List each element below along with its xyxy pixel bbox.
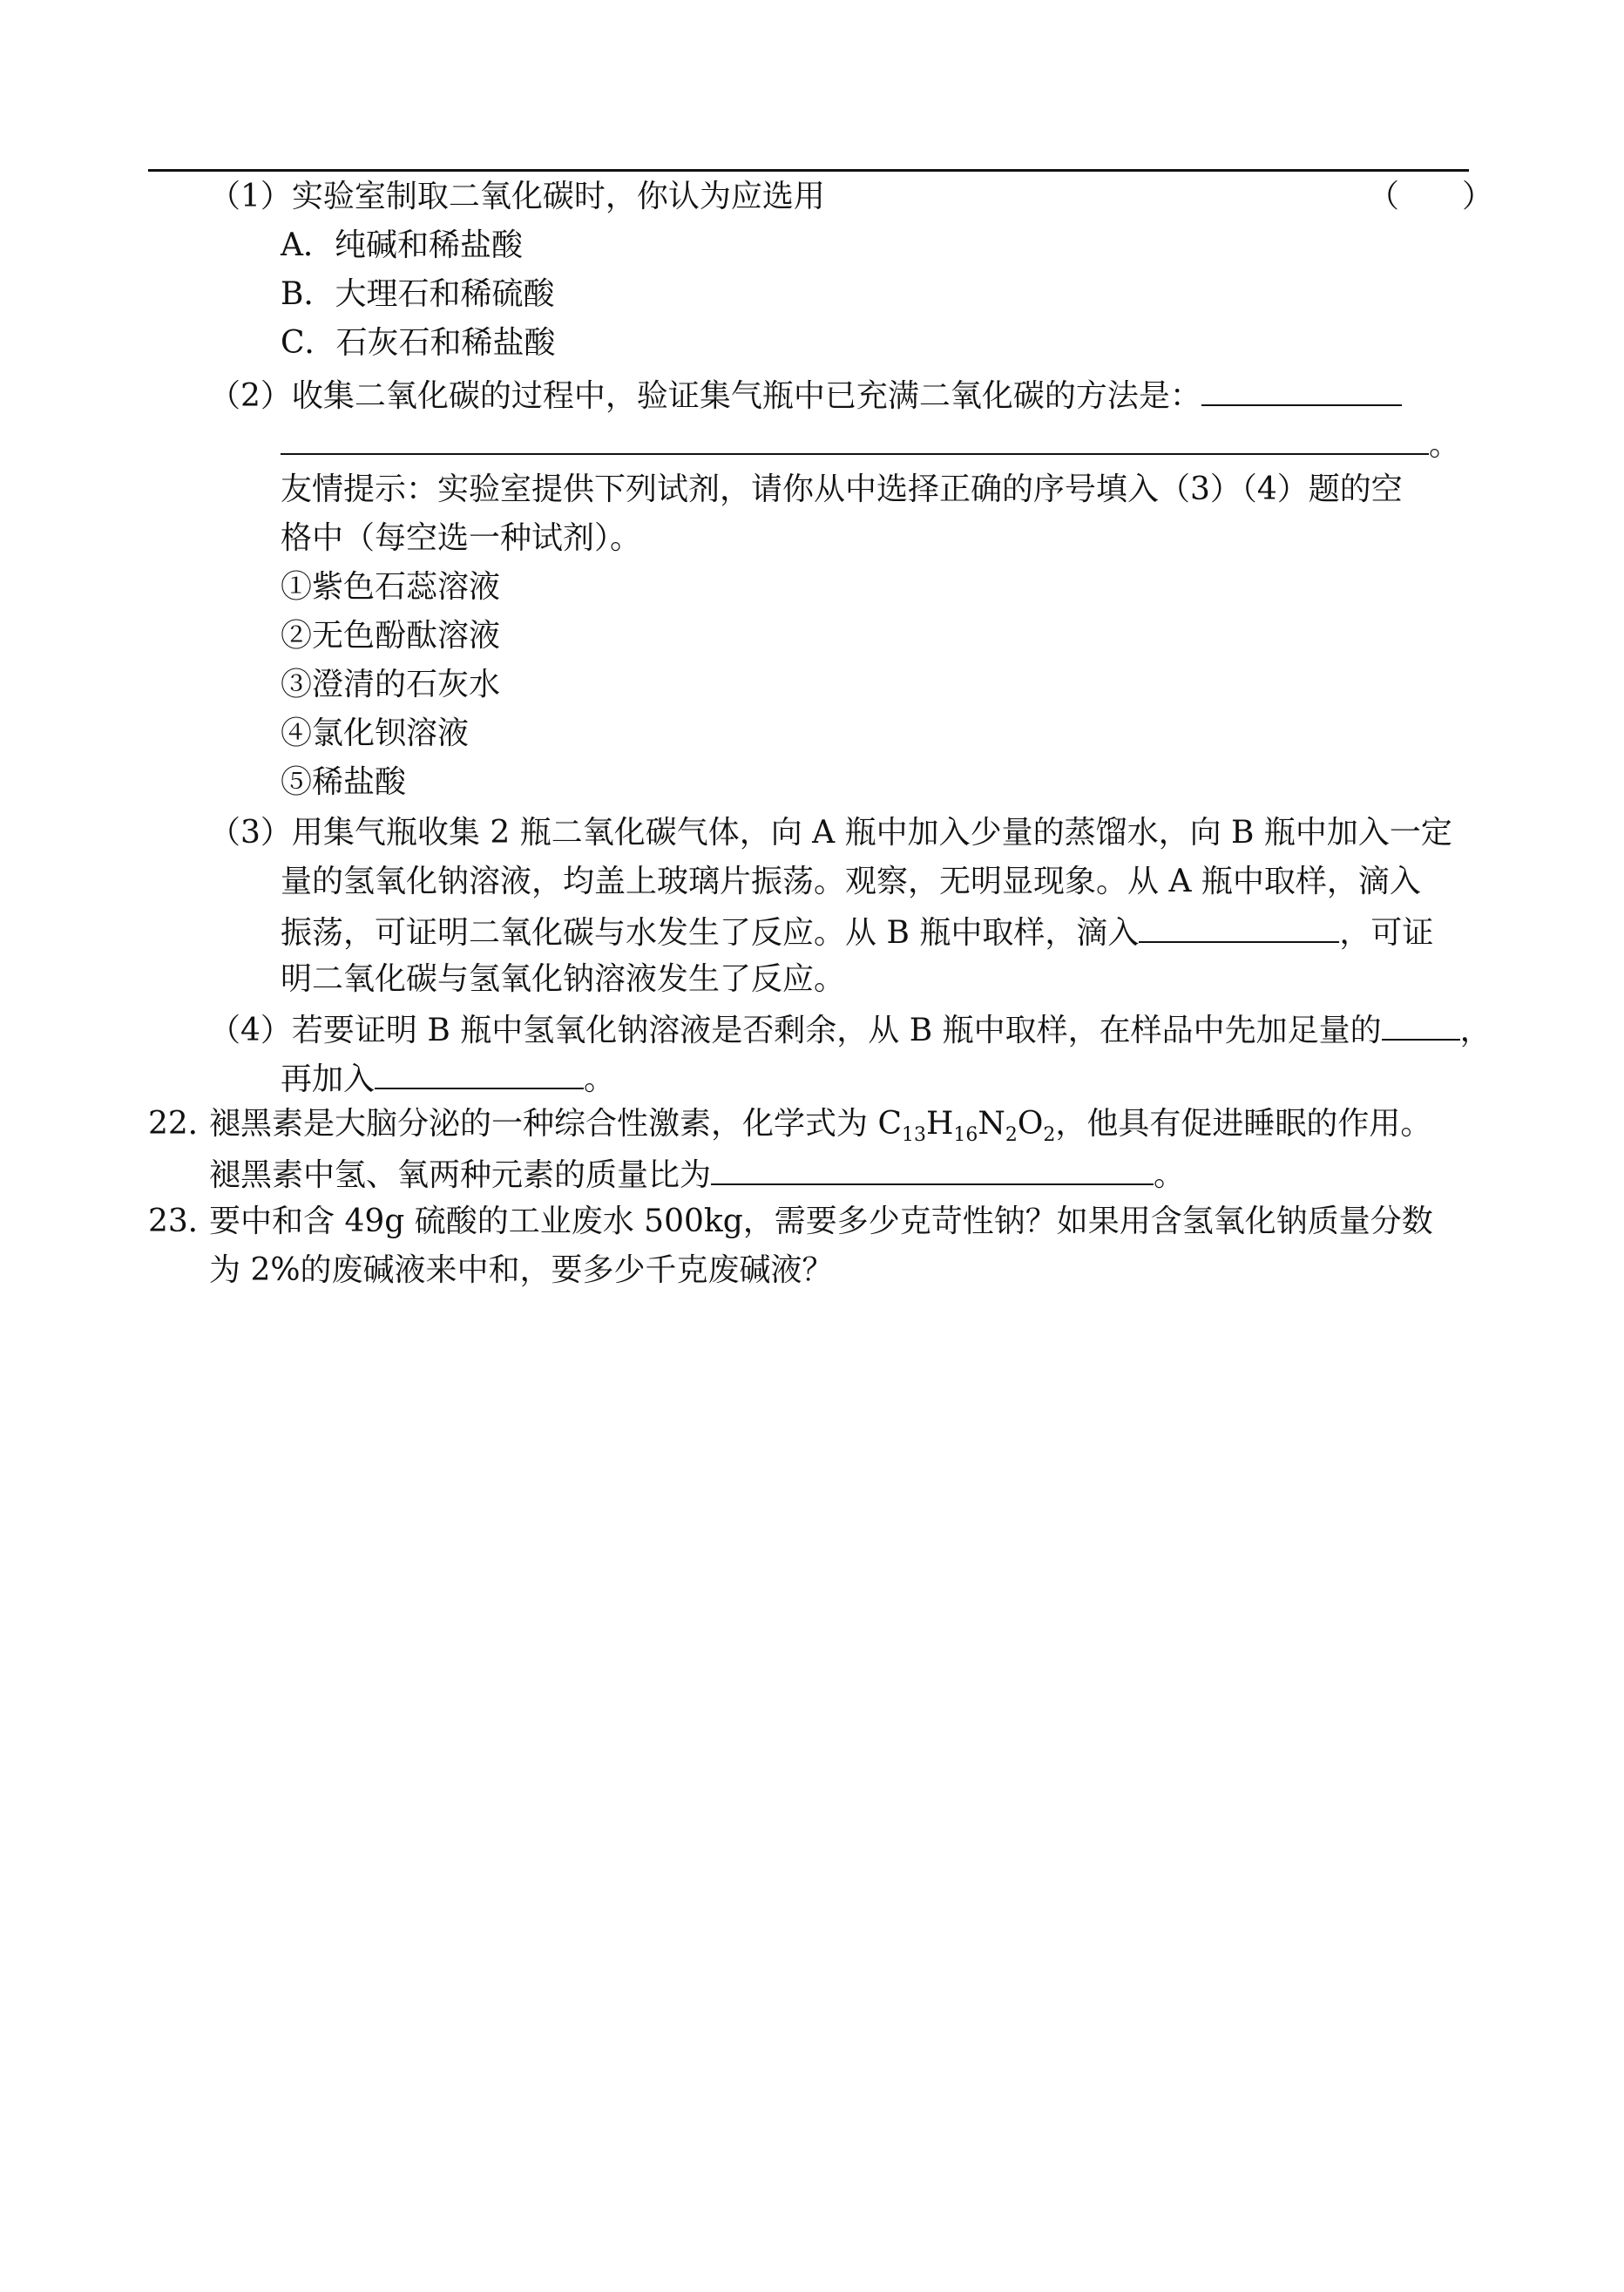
question-4-line2 (281, 1058, 615, 1099)
answer-blank-q22[interactable] (711, 1154, 1154, 1185)
question-22-line2 (209, 1154, 1185, 1195)
answer-blank-q4a[interactable] (1382, 1009, 1460, 1041)
question-2-label: （2） (209, 378, 292, 414)
question-22-text-2b: 。 (1154, 1157, 1186, 1193)
question-2 (209, 375, 1402, 416)
option-c-text: 石灰石和稀盐酸 (335, 325, 556, 361)
option-b[interactable] (281, 275, 554, 314)
question-3-line3 (281, 912, 1433, 953)
option-a[interactable] (281, 227, 523, 265)
answer-blank-q2b[interactable] (281, 424, 1429, 455)
hint-line-1: 友情提示：实验室提供下列试剂，请你从中选择正确的序号填入（3）（4）题的空 (281, 471, 1403, 507)
answer-blank-q4b[interactable] (375, 1058, 584, 1089)
answer-blank-q3[interactable] (1139, 912, 1339, 943)
formula-sub-2a: 2 (1005, 1124, 1018, 1146)
question-3-label: （3） (209, 815, 292, 851)
answer-parentheses[interactable]: （ ） (1368, 179, 1494, 214)
question-2-end: 。 (1429, 427, 1461, 463)
question-3-line1 (209, 814, 1452, 852)
question-4-text-1: 若要证明 B 瓶中氢氧化钠溶液是否剩余，从 B 瓶中取样，在样品中先加足量的 (291, 1013, 1382, 1048)
question-22-line1 (148, 1105, 1432, 1146)
formula-o: O (1017, 1106, 1044, 1142)
question-22-text-1b: ，他具有促进睡眠的作用。 (1055, 1106, 1432, 1142)
formula-sub-16: 16 (953, 1124, 978, 1146)
question-22-text-2a: 褪黑素中氢、氧两种元素的质量比为 (209, 1157, 712, 1193)
option-b-letter: B． (281, 276, 335, 312)
question-23-line1 (148, 1203, 1433, 1241)
question-23-line2: 为 2%的废碱液来中和，要多少千克废碱液？ (209, 1252, 834, 1288)
formula-sub-2b: 2 (1043, 1124, 1056, 1146)
question-3-text-3a: 振荡，可证明二氧化碳与水发生了反应。从 B 瓶中取样，滴入 (281, 915, 1140, 951)
question-4-label: （4） (209, 1013, 292, 1048)
question-3-line2: 量的氢氧化钠溶液，均盖上玻璃片振荡。观察，无明显现象。从 A 瓶中取样，滴入 (281, 864, 1421, 899)
option-b-text: 大理石和稀硫酸 (335, 276, 555, 312)
hint-line-2: 格中（每空选一种试剂）。 (281, 520, 642, 556)
question-4-text-1end: ， (1459, 1013, 1492, 1048)
reagent-2: ②无色酚酞溶液 (281, 618, 501, 654)
reagent-4: ④氯化钡溶液 (281, 715, 470, 751)
reagent-3: ③澄清的石灰水 (281, 667, 501, 702)
question-1-text: 实验室制取二氧化碳时，你认为应选用 (291, 179, 825, 214)
question-4-text-2a: 再加入 (281, 1061, 376, 1097)
option-a-letter: A． (281, 227, 335, 263)
option-c-letter: C． (281, 325, 336, 361)
question-23-number: 23． (148, 1204, 220, 1239)
question-4-text-2b: 。 (584, 1061, 616, 1097)
question-2-text: 收集二氧化碳的过程中，验证集气瓶中已充满二氧化碳的方法是： (291, 378, 1201, 414)
question-22-text-1a: 褪黑素是大脑分泌的一种综合性激素，化学式为 C (209, 1106, 902, 1142)
formula-sub-13: 13 (902, 1124, 926, 1146)
option-a-text: 纯碱和稀盐酸 (335, 227, 524, 263)
question-3-line4: 明二氧化碳与氢氧化钠溶液发生了反应。 (281, 961, 846, 997)
reagent-5: ⑤稀盐酸 (281, 764, 407, 800)
question-3-text-3b: ，可证 (1339, 915, 1434, 951)
question-1-label: （1） (209, 179, 292, 214)
question-3-text-1: 用集气瓶收集 2 瓶二氧化碳气体，向 A 瓶中加入少量的蒸馏水，向 B 瓶中加入一定 (291, 815, 1452, 851)
reagent-1: ①紫色石蕊溶液 (281, 569, 501, 605)
formula-n: N (978, 1106, 1005, 1142)
header-rule (148, 169, 1469, 172)
question-1 (209, 178, 825, 216)
answer-blank-q2a[interactable] (1201, 375, 1402, 406)
option-c[interactable] (281, 324, 556, 363)
formula-h: H (926, 1106, 954, 1142)
question-22-number: 22． (148, 1106, 220, 1142)
question-4-line1 (209, 1009, 1492, 1050)
question-2-line2 (281, 424, 1460, 465)
question-23-text-1: 要中和含 49g 硫酸的工业废水 500kg，需要多少克苛性钠？如果用含氢氧化钠质量分数 (209, 1204, 1433, 1239)
